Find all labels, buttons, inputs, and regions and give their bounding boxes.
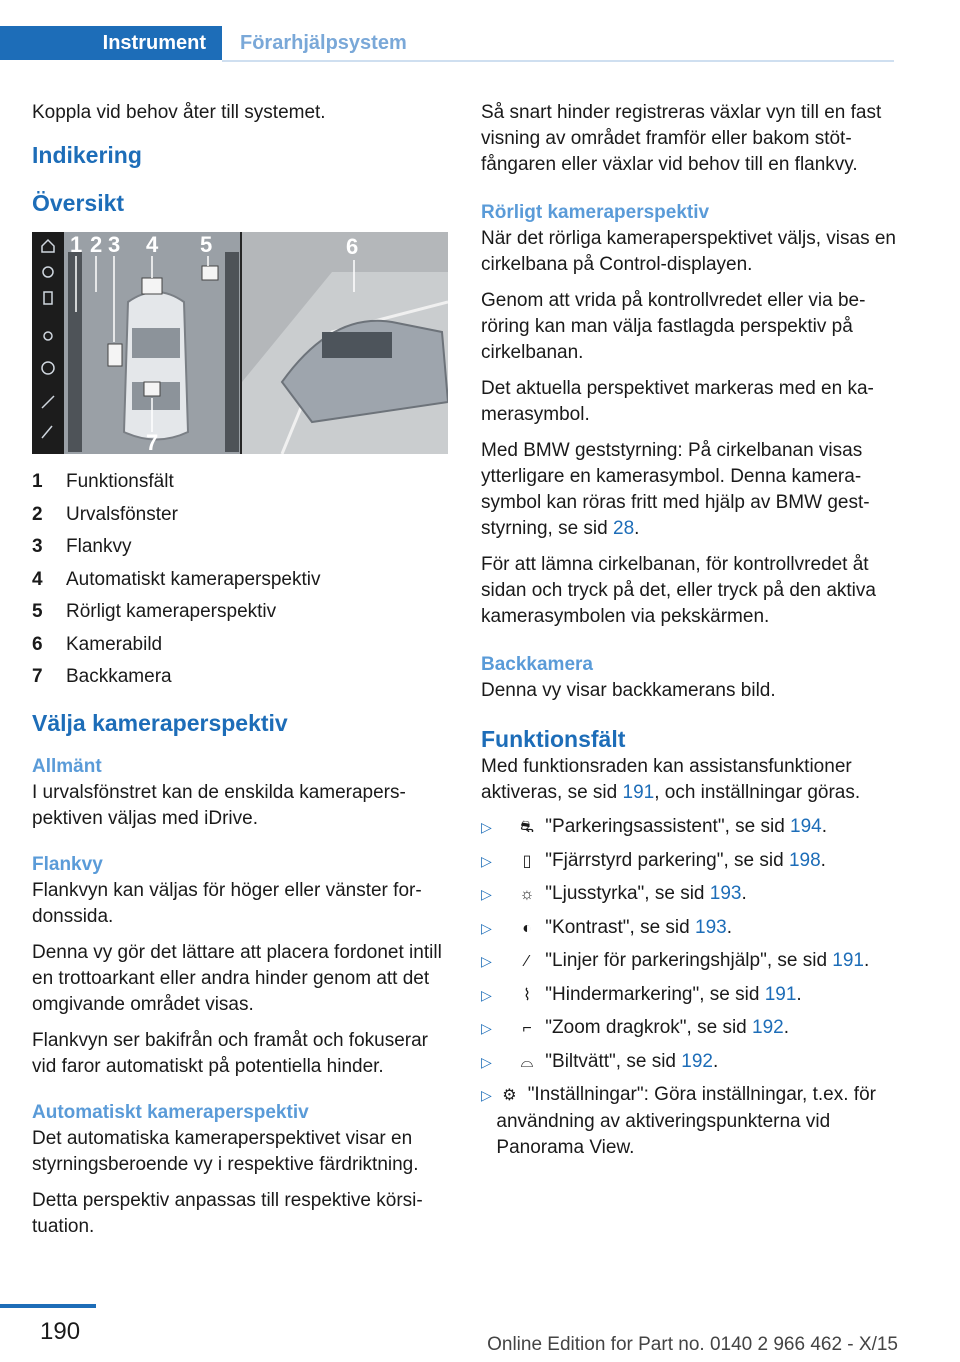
legend-item: 4 Automatiskt kameraperspektiv	[32, 568, 321, 590]
parking-assistant-icon: ⛐	[520, 819, 534, 836]
legend-item: 2 Urvalsfönster	[32, 503, 178, 525]
page-link[interactable]: 192	[752, 1017, 784, 1038]
heading-valja-kameraperspektiv: Välja kameraperspektiv	[32, 709, 288, 736]
figure-callout-2: 2	[90, 232, 103, 257]
tab-forarhjalpsystem[interactable]: Förarhjälpsystem	[240, 31, 407, 54]
obstacle-marking-icon: ⌇	[523, 986, 531, 1004]
contrast-icon: ◐	[522, 919, 532, 937]
figure-legend	[32, 466, 448, 694]
page-link[interactable]: 191	[622, 782, 655, 803]
legend-item: 1 Funktionsfält	[32, 471, 174, 492]
figure-callout-5: 5	[200, 232, 213, 257]
footer-accent-line	[0, 1304, 96, 1308]
bullet-arrow-icon: ▷	[481, 1020, 492, 1036]
text-flankvy-1: Flankvyn kan väljas för höger eller vänster fordonssida.	[32, 879, 422, 927]
text-flankvy-2: Denna vy gör det lättare att placera fordonet intill en trottoarkant eller andra hinder genom att det omgivande området visas.	[32, 941, 442, 1015]
bullet-arrow-icon: ▷	[481, 986, 492, 1003]
text-auto-2: Detta perspektiv anpassas till respektive körsituation.	[32, 1189, 423, 1237]
bullet-arrow-icon: ▷	[481, 819, 492, 835]
camera-overview-illustration	[32, 232, 448, 454]
list-item: ▷ ⚙ "Inställningar": Göra inställningar, t.ex. för användning av aktiveringspunkterna vid Panorama View.	[481, 1082, 899, 1161]
text-auto-1: Det automatiska kameraperspektivet visar en styrningsberoende vy i respektive färdriktning.	[32, 1127, 419, 1175]
text-funktionsfalt: Med funktionsraden kan assistansfunktioner aktiveras, se sid 191, och inställningar göras.	[481, 756, 861, 803]
text-rorligt-3: Det aktuella perspektivet markeras med en kamerasymbol.	[481, 378, 874, 425]
tab-divider	[222, 60, 894, 62]
right-column	[481, 100, 899, 1168]
page-link[interactable]: 198	[788, 849, 821, 871]
tab-instrument[interactable]: Instrument	[0, 26, 222, 60]
edition-note: Online Edition for Part no. 0140 2 966 462 - X/15	[487, 1334, 898, 1355]
heading-rorligt: Rörligt kameraperspektiv	[481, 202, 710, 223]
page-link[interactable]: 193	[709, 883, 742, 904]
list-item: ▷ ⌓ "Biltvätt", se sid 192.	[481, 1049, 899, 1076]
heading-oversikt: Översikt	[32, 190, 125, 216]
bullet-arrow-icon: ▷	[481, 852, 492, 869]
figure-callout-3: 3	[108, 232, 121, 257]
text-rorligt-4: Med BMW geststyrning: På cirkelbanan visas ytterligare en kamerasymbol. Denna kamerasymbol kan röras fritt med hjälp av BMW geststyrning, se sid 28.	[481, 440, 870, 539]
list-item: ▷ ◐ "Kontrast", se sid 193.	[481, 915, 899, 942]
bullet-arrow-icon: ▷	[481, 1053, 492, 1070]
page-link[interactable]: 28	[613, 518, 635, 539]
heading-funktionsfalt: Funktionsfält	[481, 726, 626, 752]
brightness-icon: ☼	[519, 886, 535, 903]
text-top: Så snart hinder registreras växlar vyn till en fast visning av området framför eller bakom stötfångaren eller växlar vid behov till en flankvy.	[481, 102, 882, 175]
text-rorligt-2: Genom att vrida på kontrollvredet eller via beröring kan man välja fastlagda perspektiv på cirkelbanan.	[481, 290, 866, 363]
legend-item: 7 Backkamera	[32, 666, 172, 687]
heading-flankvy: Flankvy	[32, 853, 103, 875]
bullet-arrow-icon: ▷	[481, 919, 492, 936]
text-rorligt-5: För att lämna cirkelbanan, för kontrollvredet åt sidan och tryck på det, eller tryck på den aktiva kamerasymbolen via pekskärmen.	[481, 554, 876, 627]
legend-item: 6 Kamerabild	[32, 633, 163, 655]
list-item: ▷ ▯ "Fjärrstyrd parkering", se sid 198.	[481, 848, 899, 875]
bullet-arrow-icon: ▷	[481, 886, 492, 902]
text-flankvy-3: Flankvyn ser bakifrån och framåt och fokuserar vid faror automatiskt på potentiella hinder.	[32, 1029, 429, 1077]
list-item: ▷ ⌇ "Hindermarkering", se sid 191.	[481, 982, 899, 1009]
list-item: ▷ ∕ "Linjer för parkeringshjälp", se sid 191.	[481, 948, 899, 975]
heading-allmant: Allmänt	[32, 755, 102, 777]
figure-callout-6: 6	[346, 234, 359, 259]
page-link[interactable]: 191	[764, 983, 797, 1005]
text-rorligt-1: När det rörliga kameraperspektivet väljs, visas en cirkelbana på Control-displayen.	[481, 228, 897, 275]
heading-indikering: Indikering	[32, 142, 142, 168]
heading-backkamera: Backkamera	[481, 654, 593, 675]
page-link[interactable]: 193	[695, 916, 727, 938]
left-column	[32, 100, 448, 1250]
bullet-arrow-icon: ▷	[481, 953, 492, 969]
remote-parking-icon: ▯	[522, 852, 532, 870]
figure-callout-7: 7	[146, 430, 159, 454]
page-number: 190	[40, 1318, 81, 1345]
list-item: ▷ ⌐ "Zoom dragkrok", se sid 192.	[481, 1015, 899, 1042]
intro-text: Koppla vid behov åter till systemet.	[32, 102, 326, 123]
page-link[interactable]: 194	[790, 816, 822, 837]
page-link[interactable]: 192	[681, 1050, 713, 1072]
figure-callout-4: 4	[146, 232, 159, 257]
heading-automatiskt: Automatiskt kameraperspektiv	[32, 1101, 309, 1123]
camera-overview-figure	[32, 232, 448, 454]
header-tabs	[0, 26, 894, 60]
figure-callout-1: 1	[70, 232, 83, 257]
bullet-arrow-icon: ▷	[481, 1087, 492, 1103]
function-list	[481, 814, 899, 1161]
car-wash-icon: ⌓	[520, 1053, 534, 1071]
page-link[interactable]: 191	[832, 950, 864, 971]
parking-lines-icon: ∕	[525, 953, 529, 970]
tow-hook-zoom-icon: ⌐	[522, 1020, 532, 1037]
text-backkamera: Denna vy visar backkamerans bild.	[481, 680, 776, 701]
list-item: ▷ ⛐ "Parkeringsassistent", se sid 194.	[481, 814, 899, 841]
list-item: ▷ ☼ "Ljusstyrka", se sid 193.	[481, 881, 899, 908]
legend-item: 5 Rörligt kameraperspektiv	[32, 601, 277, 622]
settings-icon: ⚙	[502, 1087, 517, 1104]
legend-item: 3 Flankvy	[32, 536, 132, 557]
text-allmant: I urvalsfönstret kan de enskilda kameraperspektiven väljas med iDrive.	[32, 781, 406, 829]
